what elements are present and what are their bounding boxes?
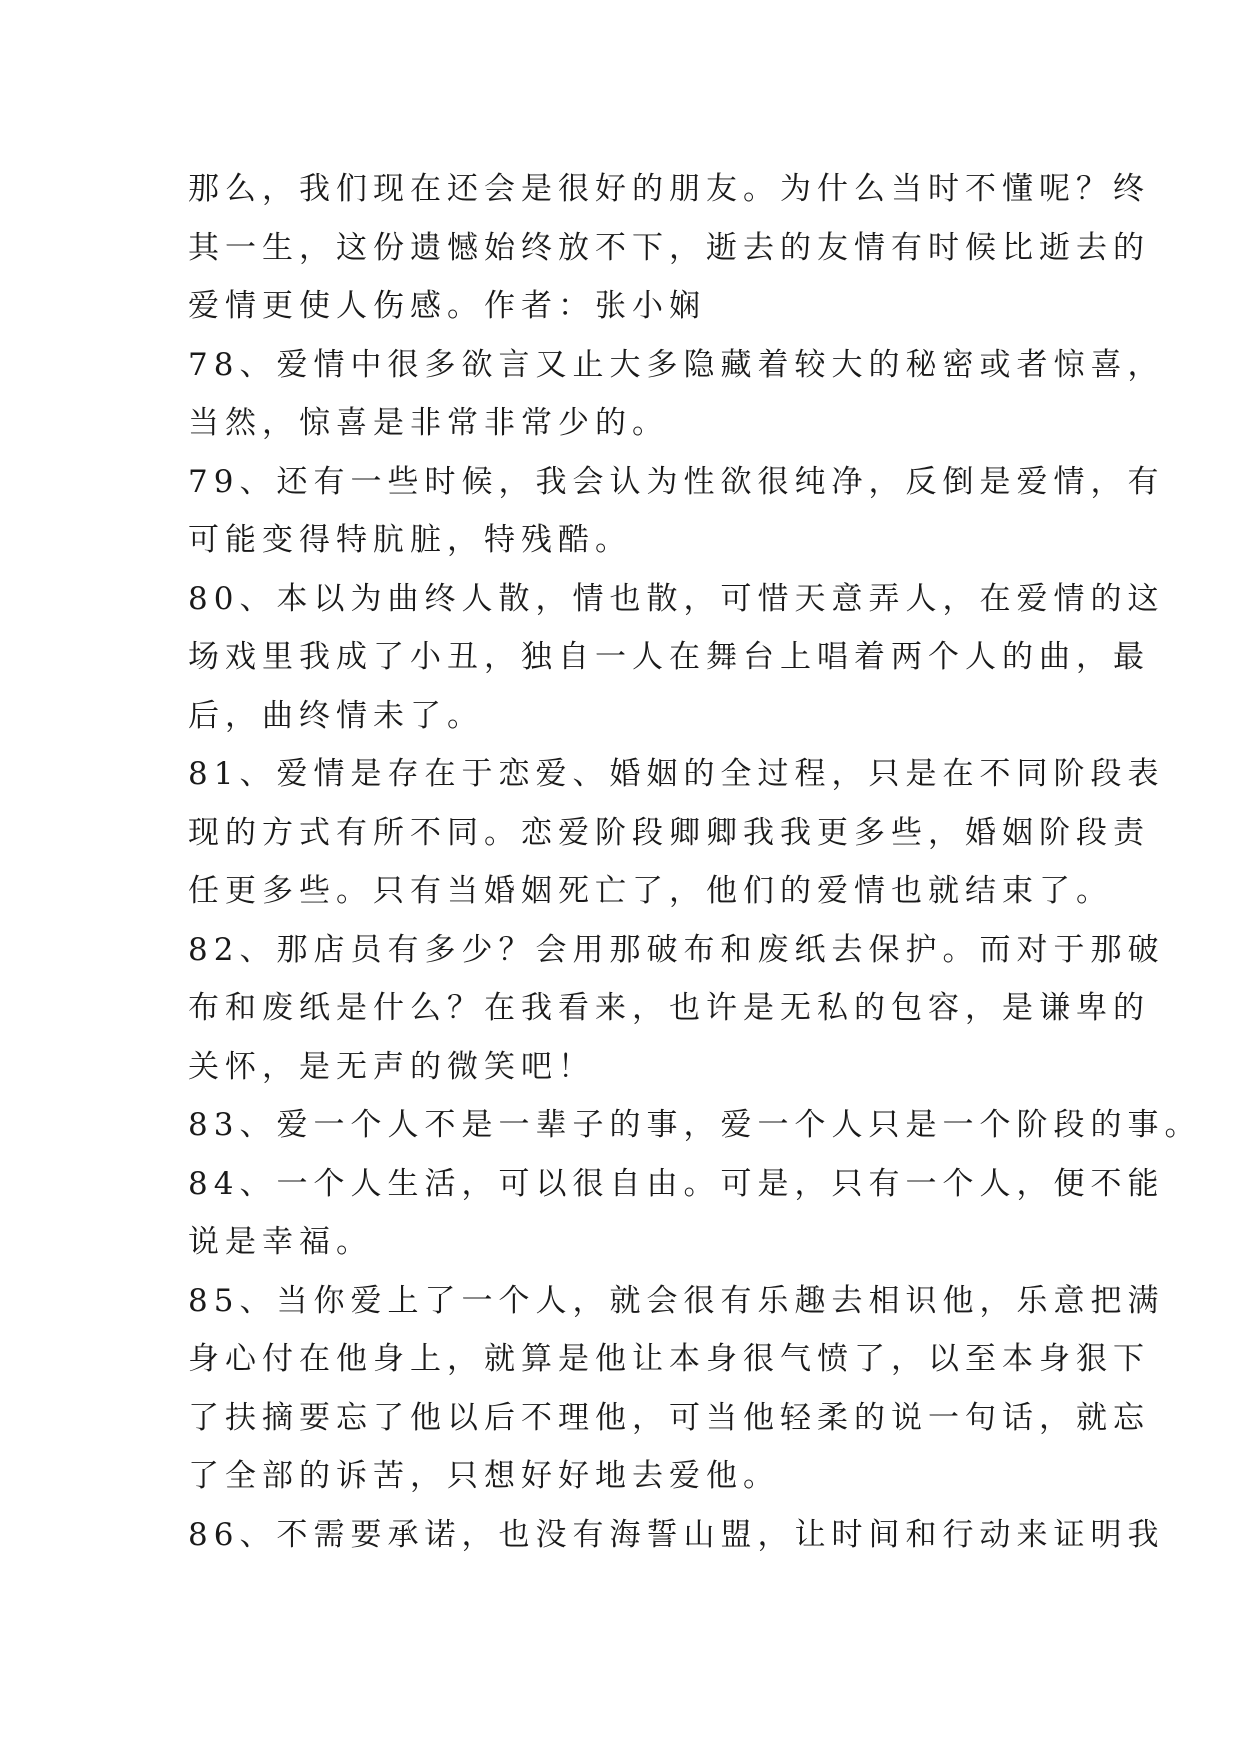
text-line: 85、当你爱上了一个人，就会很有乐趣去相识他，乐意把满 bbox=[188, 1282, 1165, 1319]
text-line: 83、爱一个人不是一辈子的事，爱一个人只是一个阶段的事。 bbox=[188, 1107, 1202, 1143]
text-line: 可能变得特肮脏，特残酷。 bbox=[188, 522, 632, 558]
text-line: 后，曲终情未了。 bbox=[188, 697, 484, 734]
text-line: 了全部的诉苦，只想好好地去爱他。 bbox=[188, 1458, 780, 1494]
text-line: 79、还有一些时候，我会认为性欲很纯净，反倒是爱情，有 bbox=[188, 463, 1165, 500]
text-line: 了扶摘要忘了他以后不理他，可当他轻柔的说一句话，就忘 bbox=[188, 1399, 1150, 1436]
text-line: 82、那店员有多少？会用那破布和废纸去保护。而对于那破 bbox=[188, 931, 1165, 968]
text-line: 其一生，这份遗憾始终放不下，逝去的友情有时候比逝去的 bbox=[188, 229, 1150, 266]
text-line: 当然，惊喜是非常非常少的。 bbox=[188, 405, 669, 441]
text-line: 现的方式有所不同。恋爱阶段卿卿我我更多些，婚姻阶段责 bbox=[188, 814, 1150, 851]
text-line: 81、爱情是存在于恋爱、婚姻的全过程，只是在不同阶段表 bbox=[188, 756, 1165, 792]
text-line: 任更多些。只有当婚姻死亡了，他们的爱情也就结束了。 bbox=[188, 873, 1113, 909]
text-line: 说是幸福。 bbox=[188, 1224, 373, 1260]
text-line: 关怀，是无声的微笑吧！ bbox=[188, 1048, 595, 1085]
text-line: 那么，我们现在还会是很好的朋友。为什么当时不懂呢？终 bbox=[188, 171, 1150, 207]
text-line: 场戏里我成了小丑，独自一人在舞台上唱着两个人的曲，最 bbox=[188, 639, 1150, 675]
document-body bbox=[188, 160, 1202, 1564]
text-line: 78、爱情中很多欲言又止大多隐藏着较大的秘密或者惊喜， bbox=[188, 346, 1165, 383]
text-line: 布和废纸是什么？在我看来，也许是无私的包容，是谦卑的 bbox=[188, 990, 1150, 1026]
text-line: 86、不需要承诺，也没有海誓山盟，让时间和行动来证明我 bbox=[188, 1516, 1165, 1553]
text-line: 84、一个人生活，可以很自由。可是，只有一个人，便不能 bbox=[188, 1165, 1165, 1202]
text-line: 身心付在他身上，就算是他让本身很气愤了，以至本身狠下 bbox=[188, 1341, 1150, 1377]
text-line: 爱情更使人伤感。作者：张小娴 bbox=[188, 288, 706, 324]
text-line: 80、本以为曲终人散，情也散，可惜天意弄人，在爱情的这 bbox=[188, 580, 1165, 617]
